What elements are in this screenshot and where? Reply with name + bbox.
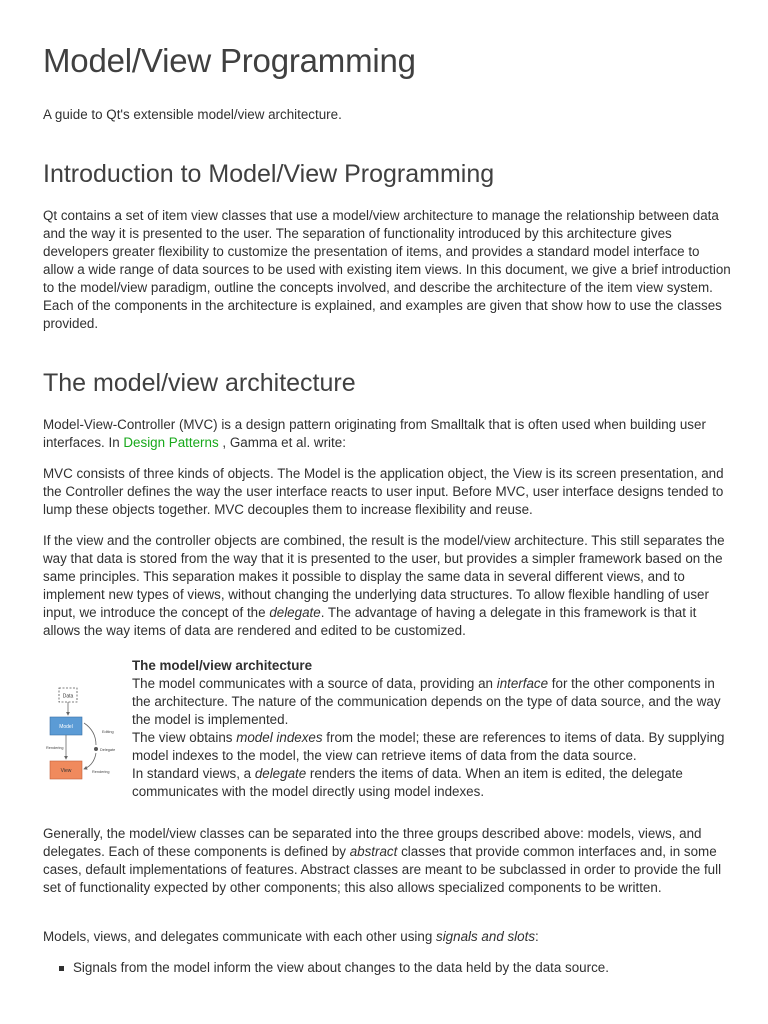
combined-text-2: . The advantage of having a delegate in this framework is that it allows the way items of data are rendered and edited to be customized.: [43, 605, 697, 638]
page-title: Model/View Programming: [43, 42, 416, 79]
architecture-heading: The model/view architecture: [43, 369, 356, 397]
rendering-arrow: [84, 753, 96, 769]
groups-text-1: Generally, the model/view classes can be separated into the three groups described above: models, views, and delegates. Each of these components is defined by: [43, 826, 702, 859]
delegate-label: Delegate: [100, 748, 116, 752]
figure-line-2: [132, 729, 732, 765]
data-label: Data: [62, 693, 74, 700]
model-label: Model: [59, 724, 73, 730]
fig3-text-a: In standard views, a: [132, 766, 255, 781]
figure-title: The model/view architecture: [132, 658, 313, 673]
intro-heading: Introduction to Model/View Programming: [43, 160, 495, 188]
fig3-text-b: renders the items of data. When an item is edited, the delegate communicates with the model directly using model indexes.: [132, 766, 683, 799]
figure-line-1: [132, 675, 732, 729]
signals-text-1: Models, views, and delegates communicate with each other using: [43, 929, 437, 944]
abstract-emphasis: abstract: [349, 844, 398, 859]
groups-text-2: classes that provide common interfaces and, in some cases, default implementations of features. Abstract classes are meant to be subclassed in order to provide the full set of functionality expected by other components; this also allows specialized components to be written.: [43, 844, 722, 895]
design-patterns-link[interactable]: Design Patterns: [123, 435, 219, 450]
mvc-text-1: Model-View-Controller (MVC) is a design pattern originating from Smalltalk that is often used when building user interfaces. In: [43, 417, 706, 450]
view-label: View: [60, 768, 72, 774]
rendering-left-label: Rendering: [46, 746, 64, 750]
fig2-text-a: The view obtains: [132, 730, 237, 745]
page-subtitle: A guide to Qt's extensible model/view architecture.: [43, 107, 342, 122]
signals-list: [43, 959, 733, 977]
signals-text-2: :: [535, 929, 539, 944]
groups-paragraph: [43, 825, 733, 897]
intro-paragraph: Qt contains a set of item view classes that use a model/view architecture to manage the relationship between data and the way it is presented to the user. The separation of functionality introduced by this architecture gives developers greater flexibility to customize the presentation of items, and provides a standard model interface to allow a wide range of data sources to be used with existing item views. In this document, we give a brief introduction to the model/view paradigm, outline the concepts involved, and describe the architecture of the item view system. Each of the components in the architecture is explained, and examples are given that show how to use the classes provided.: [43, 208, 731, 331]
delegate-emphasis-2: delegate: [254, 766, 307, 781]
delegate-dot: [94, 747, 98, 751]
model-view-diagram: [44, 683, 126, 783]
signals-slots-emphasis: signals and slots: [436, 929, 536, 944]
list-item-text: Signals from the model inform the view about changes to the data held by the data source.: [73, 960, 609, 975]
combined-paragraph: [43, 532, 733, 640]
editing-arrow: [84, 723, 96, 745]
bullet-icon: [59, 966, 64, 971]
combined-text-1: If the view and the controller objects are combined, the result is the model/view architecture. This still separates the way that data is stored from the way that it is presented to the user, but provides a simpler framework based on the same principles. This separation makes it possible to display the same data in several different views, and to implement new types of views, without changing the underlying data structures. To allow flexible handling of user input, we introduce the concept of the: [43, 533, 725, 620]
mvc-quote-paragraph: MVC consists of three kinds of objects. The Model is the application object, the View is its screen presentation, and the Controller defines the way the user interface reacts to user input. Before MVC, user interface designs tended to lump these objects together. MVC decouples them to increase flexibility and reuse.: [43, 466, 724, 517]
rendering-right-label: Rendering: [92, 770, 110, 774]
mvc-text-2: , Gamma et al. write:: [218, 435, 346, 450]
fig2-text-b: from the model; these are references to items of data. By supplying model indexes to the model, the view can retrieve items of data from the data source.: [132, 730, 725, 763]
fig1-text-b: for the other components in the architecture. The nature of the communication depends on the type of data source, and the way the model is implemented.: [132, 676, 721, 727]
signals-paragraph: [43, 928, 733, 946]
model-indexes-emphasis: model indexes: [236, 730, 323, 745]
figure-caption: [132, 657, 732, 801]
editing-label: Editing: [102, 730, 114, 734]
interface-emphasis: interface: [496, 676, 549, 691]
fig1-text-a: The model communicates with a source of data, providing an: [132, 676, 497, 691]
list-item: [43, 959, 733, 977]
delegate-emphasis: delegate: [269, 605, 321, 620]
mvc-paragraph: [43, 416, 733, 452]
figure-line-3: [132, 765, 732, 801]
